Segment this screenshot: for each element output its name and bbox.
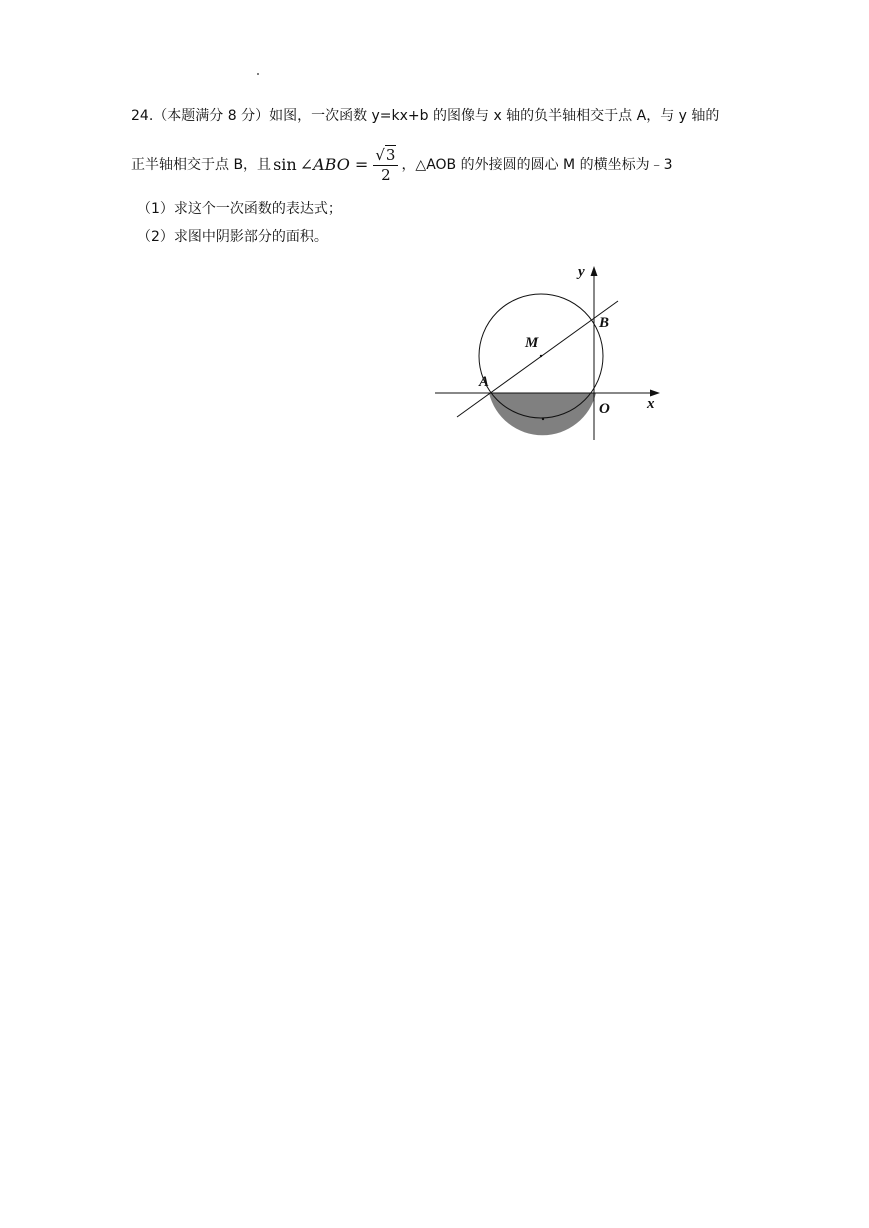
label-o: O [599,401,610,417]
problem-line-1: 24.（本题满分 8 分）如图，一次函数 y=kx+b 的图像与 x 轴的负半轴相交于点 A，与 y 轴的 [131,108,720,124]
label-y: y [578,264,585,280]
label-b: B [599,315,610,331]
radicand: 3 [385,145,396,164]
sin-function: sin [273,155,297,174]
y-axis-arrow [591,266,598,276]
sqrt-sign: √ [375,145,385,164]
angle-abo: ∠ABO = [299,155,369,174]
question-2: （2）求图中阴影部分的面积。 [137,229,328,245]
fraction-denominator: 2 [381,165,391,184]
problem-line-2-suffix: ，△AOB 的外接圆的圆心 M 的横坐标为﹣3 [401,157,673,173]
label-x: x [647,396,655,412]
bottom-point [542,418,544,420]
center-point-m [540,355,542,357]
shaded-region [489,393,596,435]
question-1: （1）求这个一次函数的表达式； [137,201,342,217]
label-m: M [525,335,539,351]
label-a: A [479,374,490,390]
sin-expression [273,155,368,175]
geometry-figure [420,255,680,450]
fraction-numerator [373,146,398,166]
stray-mark [257,73,259,75]
fraction-sqrt3-over-2 [373,146,398,185]
problem-line-2 [131,142,673,188]
problem-line-2-prefix: 正半轴相交于点 B，且 [131,157,272,173]
